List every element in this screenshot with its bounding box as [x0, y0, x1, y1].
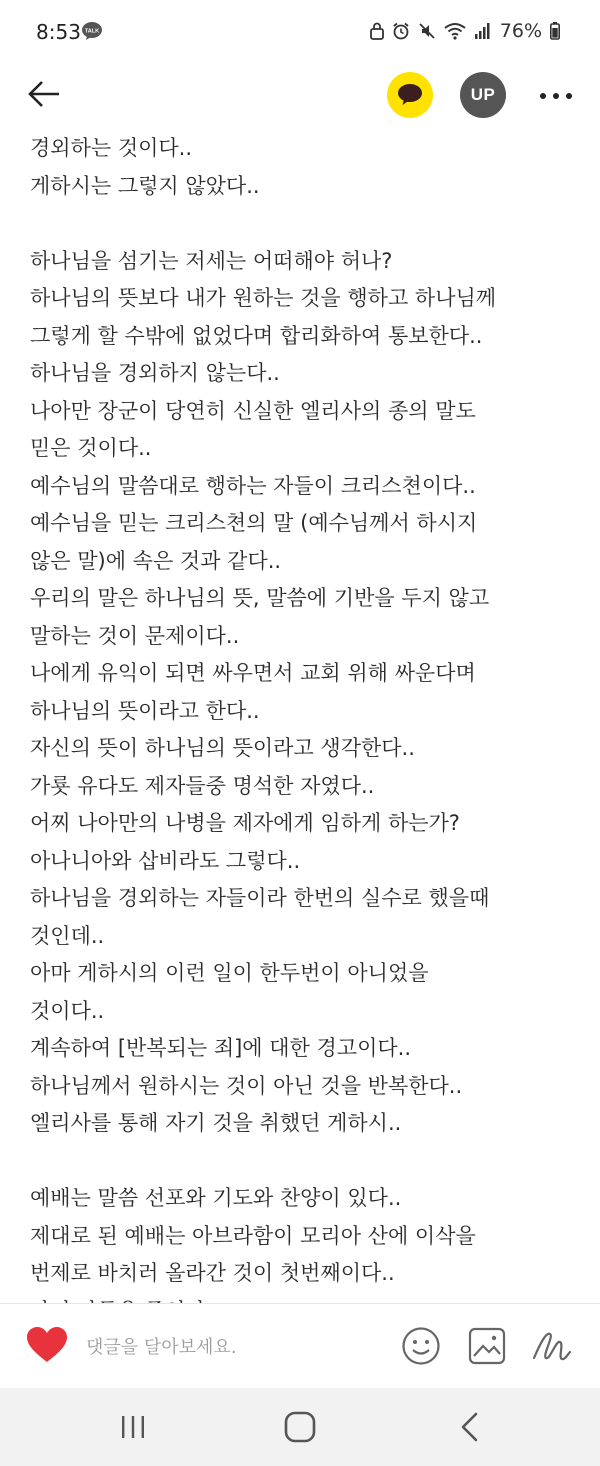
kakao-chat-icon [397, 83, 423, 107]
post-line: 엘리사를 통해 자기 것을 취했던 게하시.. [30, 1111, 402, 1135]
status-time: 8:53 [36, 20, 81, 44]
comment-bar [0, 1304, 600, 1388]
post-line: 어찌 나아만의 나병을 제자에게 임하게 하는가? [30, 811, 460, 835]
post-line: 하나님을 섬기는 저세는 어떠해야 허나? [30, 248, 393, 273]
post-line: 번제로 바치러 올라간 것이 첫번째이다.. [30, 1261, 395, 1285]
app-header [0, 64, 600, 128]
post-line: 게하시는 그렇지 않았다.. [30, 173, 260, 198]
talk-badge-label: TALK [84, 28, 100, 35]
heart-icon[interactable] [26, 1326, 68, 1364]
post-line: 않은 말)에 속은 것과 같다.. [30, 548, 282, 573]
comment-input[interactable] [84, 1330, 328, 1364]
post-line: 경외하는 것이다.. [30, 136, 193, 160]
recent-apps-icon[interactable] [118, 1412, 148, 1442]
post-line: 하나님의 뜻보다 내가 원하는 것을 행하고 하나님께 [30, 286, 497, 310]
status-bar [0, 0, 600, 64]
post-line: 하나님을 경외하지 않는다.. [30, 361, 280, 385]
post-line-blank [30, 1143, 590, 1181]
back-arrow-icon[interactable] [24, 74, 64, 114]
post-line: 자신의 뜻이 하나님의 뜻이라고 생각한다.. [30, 736, 415, 760]
post-content [30, 130, 590, 1302]
post-line: 제대로 된 예배는 아브라함이 모리아 산에 이삭을 [30, 1223, 476, 1248]
emoji-icon[interactable] [401, 1326, 441, 1366]
mute-icon [418, 22, 436, 40]
status-icons [370, 20, 560, 42]
home-icon[interactable] [283, 1410, 317, 1444]
post-line: 하나님께서 원하시는 것이 아닌 것을 반복한다.. [30, 1073, 463, 1098]
post-line: 우리의 말은 하나님의 뜻, 말씀에 기반을 두지 않고 [30, 586, 490, 610]
post-line: 나에게 유익이 되면 싸우면서 교회 위해 싸운다며 [30, 661, 476, 685]
post-line: 아마 게하시의 이런 일이 한두번이 아니었을 [30, 961, 429, 985]
kakao-share-button[interactable] [387, 72, 433, 118]
post-line: 하나님을 경외하는 자들이라 한번의 실수로 했을때 [30, 886, 490, 910]
post-line: 예배는 말씀 선포와 기도와 찬양이 있다.. [30, 1186, 402, 1210]
post-line: 예수님을 믿는 크리스쳔의 말 (예수님께서 하시지 [30, 511, 478, 535]
post-line: 믿은 것이다.. [30, 436, 152, 460]
post-line: 하나님의 뜻이라고 한다.. [30, 698, 260, 723]
post-line: 것이다.. [30, 998, 105, 1023]
post-line: 나아만 장군이 당연히 신실한 엘리사의 종의 말도 [30, 398, 476, 423]
post-line: 가룟 유다도 제자들중 명석한 자였다.. [30, 773, 375, 798]
post-line: 말하는 것이 문제이다.. [30, 623, 240, 648]
post-line-blank [30, 205, 590, 243]
back-icon[interactable] [456, 1410, 482, 1444]
alarm-icon [392, 22, 410, 40]
image-icon[interactable] [467, 1326, 507, 1366]
system-nav-bar [0, 1388, 600, 1466]
draw-icon[interactable] [530, 1326, 574, 1366]
lock-icon [370, 22, 384, 40]
battery-percentage: 76% [499, 20, 542, 42]
post-line: 것인데.. [30, 923, 105, 948]
more-icon[interactable] [538, 86, 574, 106]
signal-icon [474, 22, 492, 40]
post-line: 그렇게 할 수밖에 없었다며 합리화하여 통보한다.. [30, 323, 483, 348]
battery-icon [550, 22, 560, 40]
post-line: 아나니아와 삽비라도 그렇다.. [30, 848, 301, 873]
kakaotalk-notification-icon [82, 22, 102, 40]
upvote-button[interactable]: UP [460, 72, 506, 118]
post-line: 예수님의 말씀대로 행하는 자들이 크리스쳔이다.. [30, 473, 476, 498]
post-line: 계속하여 [반복되는 죄]에 대한 경고이다.. [30, 1036, 412, 1060]
wifi-icon [444, 22, 466, 40]
